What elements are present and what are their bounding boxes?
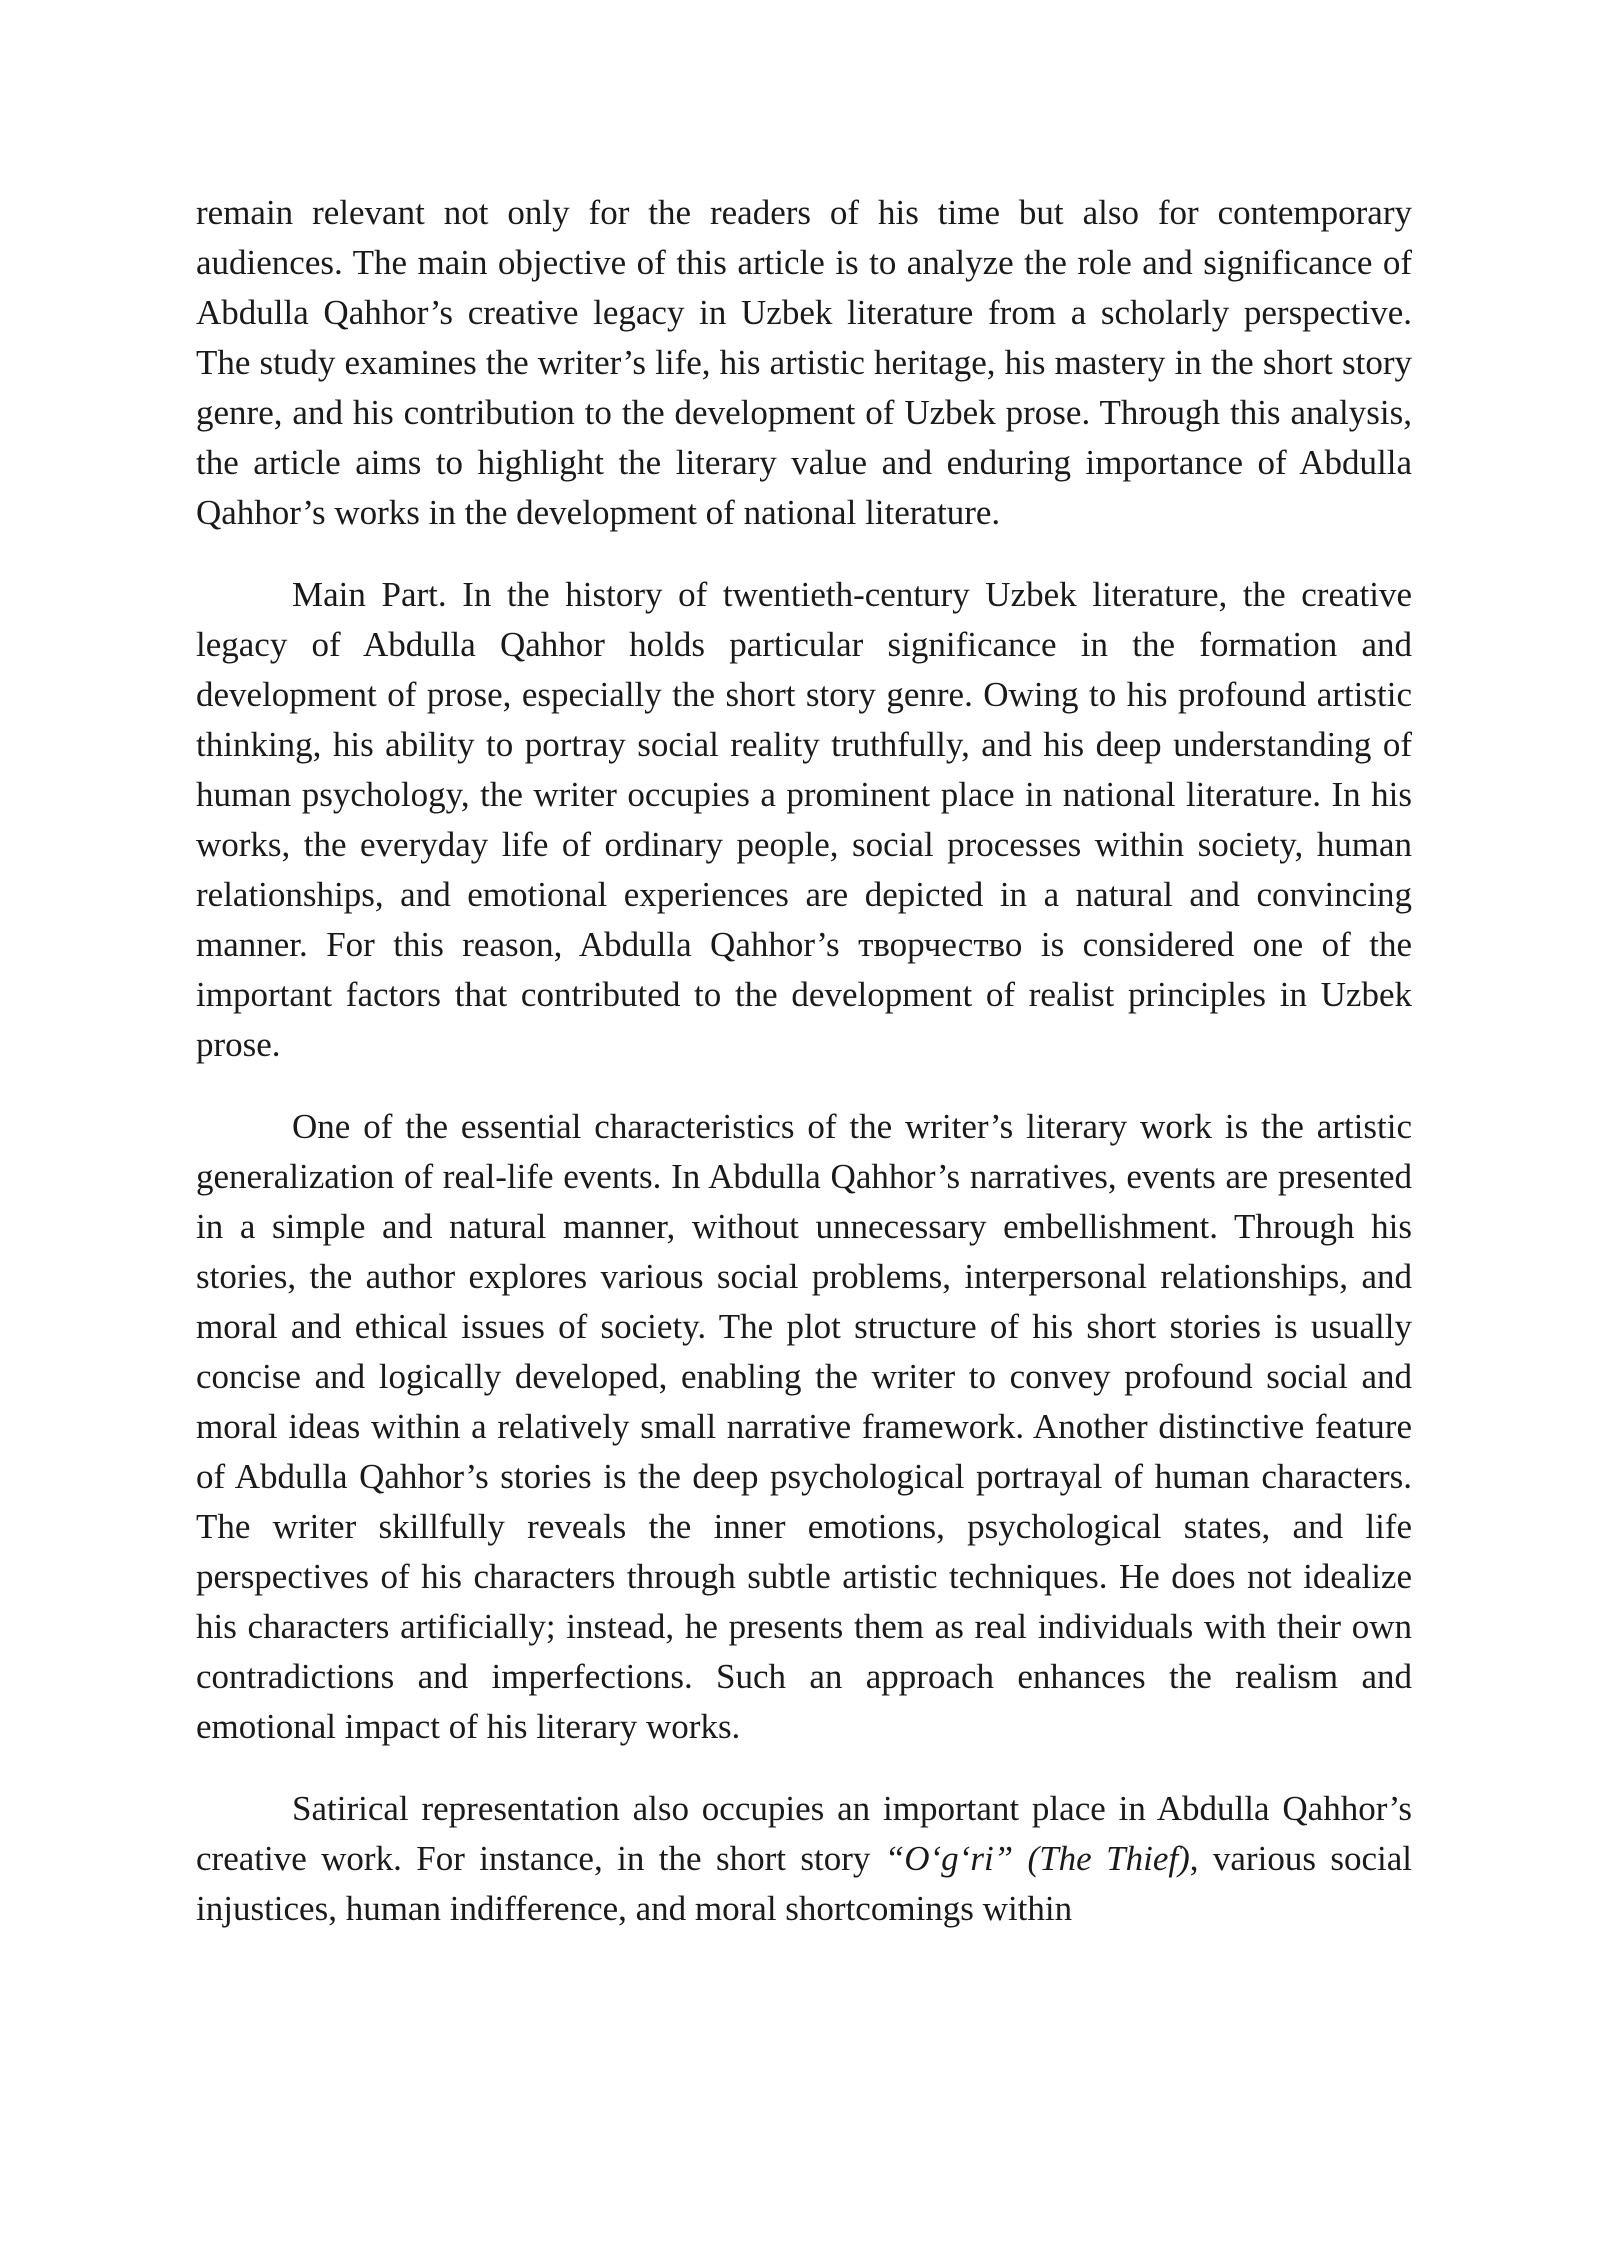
paragraph-main-part: Main Part. In the history of twentieth-century Uzbek literature, the creative legacy of Abdulla Qahhor holds particular significance in the formation and development of prose, especially the short story genre. Owing to his profound artistic thinking, his ability to portray social reality truthfully, and his deep understanding of human psychology, the writer occupies a prominent place in national literature. In his works, the everyday life of ordinary people, social processes within society, human relationships, and emotional experiences are depicted in a natural and convincing manner. For this reason, Abdulla Qahhor’s творчество is considered one of the important factors that contributed to the development of realist principles in Uzbek prose.	[196, 575, 1412, 1064]
paragraph-literary-characteristics: One of the essential characteristics of the writer’s literary work is the artistic generalization of real-life events. In Abdulla Qahhor’s narratives, events are presented in a simple and natural manner, without unnecessary embellishment. Through his stories, the author explores various social problems, interpersonal relationships, and moral and ethical issues of society. The plot structure of his short stories is usually concise and logically developed, enabling the writer to convey profound social and moral ideas within a relatively small narrative framework. Another distinctive feature of Abdulla Qahhor’s stories is the deep psychological portrayal of human characters. The writer skillfully reveals the inner emotions, psychological states, and life perspectives of his characters through subtle artistic techniques. He does not idealize his characters artificially; instead, he presents them as real individuals with their own contradictions and imperfections. Such an approach enhances the realism and emotional impact of his literary works.	[196, 1107, 1412, 1746]
paragraph-intro-continuation: remain relevant not only for the readers of his time but also for contemporary audiences. The main objective of this article is to analyze the role and significance of Abdulla Qahhor’s creative legacy in Uzbek literature from a scholarly perspective. The study examines the writer’s life, his artistic heritage, his mastery in the short story genre, and his contribution to the development of Uzbek prose. Through this analysis, the article aims to highlight the literary value and enduring importance of Abdulla Qahhor’s works in the development of national literature.	[196, 193, 1412, 532]
story-title: “O‘g‘ri” (The Thief)	[884, 1839, 1190, 1878]
paragraph-satirical-representation	[196, 1784, 1412, 1934]
body-text	[196, 188, 1412, 1966]
paragraph-text-end: , various social injustices, human indifference, and moral shortcomings within	[196, 1839, 1412, 1928]
paragraph-text-start: Satirical representation also occupies an important place in Abdulla Qahhor’s creative work. For instance, in the short story	[196, 1789, 1412, 1878]
